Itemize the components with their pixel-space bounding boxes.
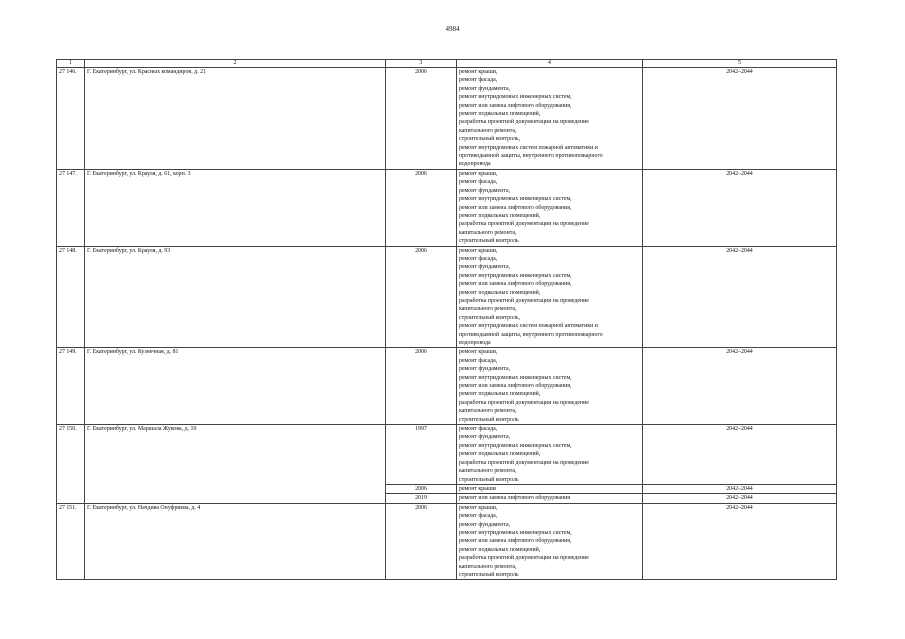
work-item: ремонт фасада,: [459, 357, 498, 364]
table-row: [57, 246, 837, 348]
period-cell: 2042–2044: [643, 169, 837, 246]
table-row: [57, 348, 837, 425]
address-cell: Г. Екатеринбург, ул. Начдива Онуфриева, д. 4: [85, 503, 386, 580]
work-item: водопровода: [459, 340, 491, 346]
work-item: ремонт или замена лифтового оборудования,: [459, 102, 572, 109]
work-item: ремонт фундамента,: [459, 366, 511, 373]
work-item: ремонт фасада,: [459, 513, 498, 520]
work-item: ремонт фундамента,: [459, 434, 511, 441]
work-item: ремонт внутридомовых инженерных систем,: [459, 374, 572, 381]
work-item: разработка проектной документации на проведение: [459, 221, 589, 228]
work-item: ремонт крыши,: [459, 69, 498, 75]
table-header: [57, 60, 837, 68]
header-row: [57, 60, 837, 68]
work-item: ремонт внутридомовых инженерных систем,: [459, 94, 572, 101]
work-item: строительный контроль: [459, 416, 519, 423]
address-cell: Г. Екатеринбург, ул. Маршала Жукова, д. 10: [85, 425, 386, 504]
year-cell: 2006: [386, 68, 457, 170]
period-cell: 2042–2044: [643, 484, 837, 493]
address-cell: Г. Екатеринбург, ул. Крауля, д. 61, корп. 3: [85, 169, 386, 246]
work-item: капитального ремонта,: [459, 408, 517, 415]
period-cell: 2042–2044: [643, 503, 837, 580]
work-item: ремонт внутридомовых инженерных систем,: [459, 272, 572, 279]
work-item: ремонт крыши,: [459, 349, 498, 356]
work-item: ремонт или замена лифтового оборудования: [459, 495, 571, 502]
table-row: [57, 169, 837, 246]
work-item: водопровода: [459, 161, 491, 168]
works-cell: [457, 246, 643, 348]
work-item: ремонт крыши: [459, 485, 496, 492]
address-cell: Г. Екатеринбург, ул. Красных командиров, д. 21: [85, 68, 386, 170]
work-item: разработка проектной документации на проведение: [459, 297, 589, 304]
work-item: противодымной защиты, внутреннего противопожарного: [459, 153, 603, 160]
work-item: разработка проектной документации на проведение: [459, 555, 589, 562]
work-item: ремонт внутридомовых систем пожарной автоматики и: [459, 144, 598, 151]
work-item: разработка проектной документации на проведение: [459, 399, 589, 406]
year-cell: 1997: [386, 425, 457, 485]
row-number: 27 149.: [57, 348, 85, 425]
works-cell: [457, 169, 643, 246]
work-item: ремонт подвальных помещений,: [459, 451, 541, 458]
table-row: [57, 503, 837, 580]
works-cell: [457, 68, 643, 170]
capital-repair-table: [56, 59, 837, 580]
year-cell: 2006: [386, 246, 457, 348]
row-number: 27 150.: [57, 425, 85, 504]
work-item: капитального ремонта,: [459, 229, 517, 236]
work-item: ремонт фундамента,: [459, 85, 511, 92]
work-item: ремонт фасада,: [459, 179, 498, 186]
works-cell: [457, 494, 643, 503]
work-item: ремонт подвальных помещений,: [459, 546, 541, 553]
period-cell: 2042–2044: [643, 246, 837, 348]
work-item: разработка проектной документации на проведение: [459, 119, 589, 126]
works-cell: [457, 425, 643, 485]
work-item: ремонт фундамента,: [459, 264, 511, 271]
work-item: строительный контроль: [459, 476, 519, 483]
work-item: ремонт или замена лифтового оборудования,: [459, 383, 572, 390]
period-cell: 2042–2044: [643, 494, 837, 503]
work-item: разработка проектной документации на проведение: [459, 459, 589, 466]
row-number: 27 146.: [57, 68, 85, 170]
work-item: капитального ремонта,: [459, 563, 517, 570]
work-item: ремонт или замена лифтового оборудования,: [459, 281, 572, 288]
year-cell: 2006: [386, 503, 457, 580]
work-item: ремонт подвальных помещений,: [459, 111, 541, 118]
year-cell: 2006: [386, 484, 457, 493]
work-item: ремонт внутридомовых систем пожарной автоматики и: [459, 323, 598, 330]
year-cell: 2019: [386, 494, 457, 503]
work-item: ремонт фундамента,: [459, 521, 511, 528]
work-item: строительный контроль: [459, 571, 519, 578]
row-number: 27 151.: [57, 503, 85, 580]
header-col-3: 3: [386, 60, 457, 68]
work-item: ремонт внутридомовых инженерных систем,: [459, 196, 572, 203]
work-item: строительный контроль,: [459, 314, 521, 321]
page-number: 4984: [445, 25, 460, 33]
work-item: противодымной защиты, внутреннего противопожарного: [459, 331, 603, 338]
work-item: строительный контроль,: [459, 136, 521, 143]
header-col-1: 1: [57, 60, 85, 68]
table-row: [57, 425, 837, 485]
work-item: ремонт фасада,: [459, 77, 498, 84]
work-item: ремонт крыши,: [459, 170, 498, 177]
work-item: ремонт подвальных помещений,: [459, 212, 541, 219]
address-cell: Г. Екатеринбург, ул. Крауля, д. 93: [85, 246, 386, 348]
works-cell: [457, 348, 643, 425]
works-cell: [457, 503, 643, 580]
work-item: ремонт внутридомовых инженерных систем,: [459, 529, 572, 536]
row-number: 27 148.: [57, 246, 85, 348]
header-col-5: 5: [643, 60, 837, 68]
work-item: ремонт фасада,: [459, 255, 498, 262]
year-cell: 2006: [386, 348, 457, 425]
row-number: 27 147.: [57, 169, 85, 246]
year-cell: 2006: [386, 169, 457, 246]
work-item: ремонт внутридомовых инженерных систем,: [459, 442, 572, 449]
work-item: ремонт подвальных помещений,: [459, 391, 541, 398]
work-item: капитального ремонта,: [459, 306, 517, 313]
period-cell: 2042–2044: [643, 348, 837, 425]
works-cell: [457, 484, 643, 493]
header-col-2: 2: [85, 60, 386, 68]
address-cell: Г. Екатеринбург, ул. Кузнечная, д. 81: [85, 348, 386, 425]
work-item: ремонт фасада,: [459, 426, 498, 433]
work-item: ремонт или замена лифтового оборудования,: [459, 204, 572, 211]
header-col-4: 4: [457, 60, 643, 68]
work-item: строительный контроль: [459, 238, 519, 245]
table-body: [57, 68, 837, 580]
work-item: ремонт крыши,: [459, 504, 498, 511]
work-item: ремонт крыши,: [459, 247, 498, 254]
table-row: [57, 68, 837, 170]
work-item: капитального ремонта,: [459, 127, 517, 134]
work-item: капитального ремонта,: [459, 468, 517, 475]
work-item: ремонт фундамента,: [459, 187, 511, 194]
period-cell: 2042–2044: [643, 425, 837, 485]
work-item: ремонт или замена лифтового оборудования,: [459, 538, 572, 545]
work-item: ремонт подвальных помещений,: [459, 289, 541, 296]
period-cell: 2042–2044: [643, 68, 837, 170]
